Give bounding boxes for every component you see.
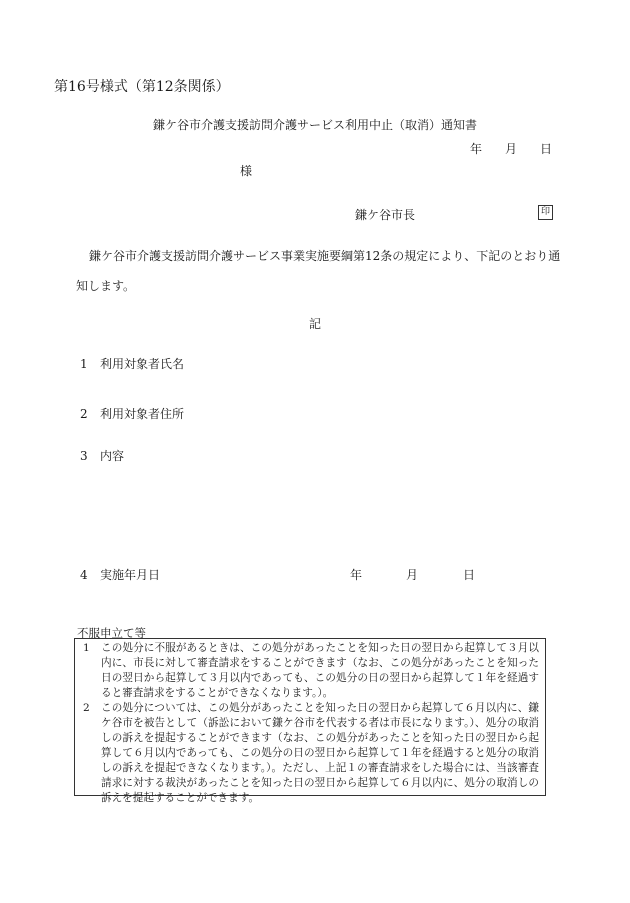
addressee-suffix: 様 <box>240 164 253 178</box>
form-number: 第16号様式（第12条関係） <box>54 79 230 95</box>
appeal-item-number: 2 <box>83 702 90 714</box>
item-label: 利用対象者住所 <box>100 407 185 421</box>
appeal-item-number: 1 <box>83 642 90 654</box>
item-number: 2 <box>80 407 88 421</box>
appeal-item <box>83 701 539 806</box>
appeal-title: 不服申立て等 <box>77 626 146 640</box>
item-number: 1 <box>80 357 88 371</box>
item-implementation-date <box>80 566 160 583</box>
issuer-name: 鎌ケ谷市長 <box>355 208 416 222</box>
appeal-item-text: この処分に不服があるときは、この処分があったことを知った日の翌日から起算して３月以内に、市長に対して審査請求をすることができます（なお、この処分があったことを知った日の翌日から起算して３月以内であっても、この処分の日の翌日から起算して１年を経過すると審査請求をすることができなくなります。）。 <box>101 642 539 699</box>
notice-body-text: 鎌ケ谷市介護支援訪問介護サービス事業実施要綱第12条の規定により、下記のとおり通知します。 <box>76 249 561 293</box>
item-label: 内容 <box>100 449 125 463</box>
implementation-year-label: 年 <box>350 568 363 582</box>
date-month-label: 月 <box>505 142 518 156</box>
date-day-label: 日 <box>540 142 553 156</box>
item-recipient-address <box>80 405 184 422</box>
item-label: 利用対象者氏名 <box>100 357 185 371</box>
document-title: 鎌ケ谷市介護支援訪問介護サービス利用中止（取消）通知書 <box>152 118 477 132</box>
seal-mark: 印 <box>538 205 553 220</box>
item-label: 実施年月日 <box>100 568 161 582</box>
implementation-day-label: 日 <box>463 568 476 582</box>
appeal-box <box>74 638 546 804</box>
implementation-month-label: 月 <box>406 568 419 582</box>
ki-heading: 記 <box>308 317 321 331</box>
item-number: 4 <box>80 568 88 582</box>
appeal-item-text: この処分については、この処分があったことを知った日の翌日から起算して６月以内に、鎌ケ谷市を被告として（訴訟において鎌ケ谷市を代表する者は市長になります。）、処分の取消しの訴えを提起することができます（なお、この処分があったことを知った日の翌日から起算して６月以内であっても、この処分の日の翌日から起算して１年を経過すると処分の取消しの訴えを提起できなくなります。）。ただし、上記１の審査請求をした場合には、当該審査請求に対する裁決があったことを知った日の翌日から起算して６月以内に、処分の取消しの訴えを提起することができます。 <box>101 702 539 804</box>
appeal-item <box>83 641 539 701</box>
item-content <box>80 447 124 464</box>
item-number: 3 <box>80 449 88 463</box>
date-year-label: 年 <box>470 142 483 156</box>
item-recipient-name <box>80 355 184 372</box>
